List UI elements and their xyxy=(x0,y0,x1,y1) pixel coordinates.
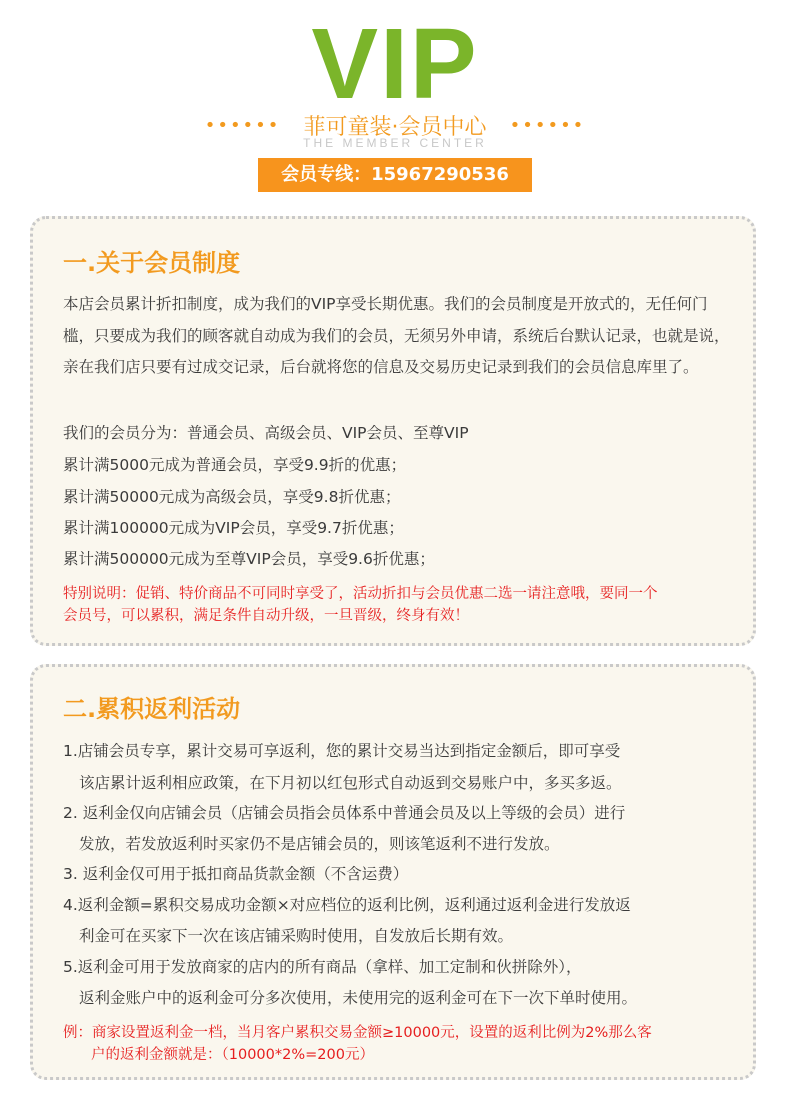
rebate-item-continued: 发放，若发放返利时买家仍不是店铺会员的，则该笔返利不进行发放。 xyxy=(79,835,560,853)
member-levels: 我们的会员分为：普通会员、高级会员、VIP会员、至尊VIP xyxy=(63,424,469,442)
member-center-title: 菲可童装·会员中心 xyxy=(303,115,487,140)
rebate-item: 2. 返利金仅向店铺会员（店铺会员指会员体系中普通会员及以上等级的会员）进行 xyxy=(63,804,626,822)
special-note: 特别说明：促销、特价商品不可同时享受了，活动折扣与会员优惠二选一请注意哦，要同一个 xyxy=(63,586,658,602)
example-note-continued: 户的返利金额就是：（10000*2%=200元） xyxy=(91,1047,374,1063)
decorative-dots-left: •••••• xyxy=(204,115,281,136)
rebate-item: 4.返利金额=累积交易成功金额×对应档位的返利比例，返利通过返利金进行发放返 xyxy=(63,896,631,914)
rule-item: 累计满500000元成为至尊VIP会员，享受9.6折优惠； xyxy=(63,550,435,568)
rebate-item-continued: 返利金账户中的返利金可分多次使用，未使用完的返利金可在下一次下单时使用。 xyxy=(79,989,638,1007)
section-title: 一.关于会员制度 xyxy=(63,249,241,277)
rebate-item: 3. 返利金仅可用于抵扣商品货款金额（不含运费） xyxy=(63,865,409,883)
section-title: 二.累积返利活动 xyxy=(63,695,241,723)
rebate-item: 1.店铺会员专享，累计交易可享返利，您的累计交易当达到指定金额后，即可享受 xyxy=(63,742,621,760)
rule-item: 累计满50000元成为高级会员，享受9.8折优惠； xyxy=(63,488,401,506)
header xyxy=(0,0,790,200)
rebate-item: 5.返利金可用于发放商家的店内的所有商品（拿样、加工定制和伙拼除外）， xyxy=(63,958,582,976)
member-center-subtitle: THE MEMBER CENTER xyxy=(303,136,487,150)
rule-item: 累计满100000元成为VIP会员，享受9.7折优惠； xyxy=(63,519,404,537)
intro-paragraph: 本店会员累计折扣制度，成为我们的VIP享受长期优惠。我们的会员制度是开放式的，无任何门槛，只要成为我们的顾客就自动成为我们的会员，无须另外申请，系统后台默认记录，也就是说，亲在我们店只要有过成交记录，后台就将您的信息及交易历史记录到我们的会员信息库里了。 xyxy=(63,295,730,376)
rule-item: 累计满5000元成为普通会员，享受9.9折的优惠； xyxy=(63,456,407,474)
example-note: 例：商家设置返利金一档，当月客户累积交易金额≥10000元，设置的返利比例为2%那么客 xyxy=(63,1025,652,1041)
vip-logo: VIP xyxy=(311,8,479,120)
special-note: 会员号，可以累积，满足条件自动升级，一旦晋级，终身有效！ xyxy=(63,608,469,624)
rebate-activity-card xyxy=(30,664,756,1080)
membership-system-card xyxy=(30,216,756,646)
rebate-item-continued: 该店累计返利相应政策，在下月初以红包形式自动返到交易账户中，多买多返。 xyxy=(79,774,622,792)
rebate-item-continued: 利金可在买家下一次在该店铺采购时使用，自发放后长期有效。 xyxy=(79,927,514,945)
decorative-dots-right: •••••• xyxy=(509,115,586,136)
hotline-banner: 会员专线：15967290536 xyxy=(258,158,532,192)
